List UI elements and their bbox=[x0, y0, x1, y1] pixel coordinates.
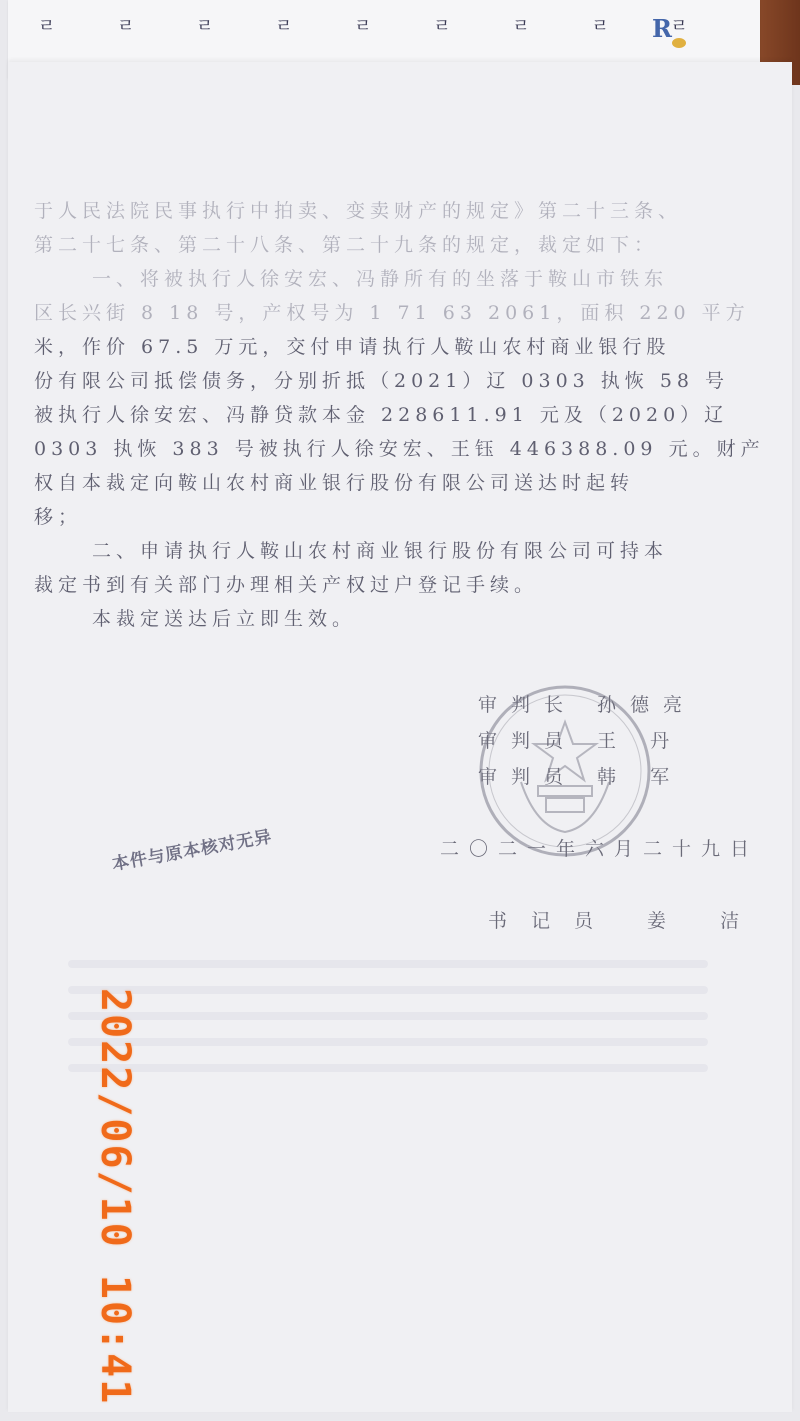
header-glyph: ㄹ bbox=[670, 16, 690, 37]
body-line: 0303 执恢 383 号被执行人徐安宏、王钰 446388.09 元。财产 bbox=[34, 438, 765, 460]
body-line: 第二十七条、第二十八条、第二十九条的规定，裁定如下： bbox=[34, 234, 659, 256]
bleed-through-text bbox=[68, 942, 708, 1122]
body-line: 移； bbox=[34, 506, 83, 528]
clerk-line: 书记员 姜 洁 bbox=[488, 910, 764, 932]
body-line: 份有限公司抵偿债务，分别折抵（2021）辽 0303 执恢 58 号 bbox=[34, 370, 730, 392]
judge-line-2: 审判员 韩 军 bbox=[478, 766, 684, 788]
ruling-text bbox=[34, 194, 765, 636]
header-glyph: ㄹ bbox=[275, 16, 295, 37]
corner-logo: R bbox=[652, 14, 672, 43]
corner-mark-icon bbox=[672, 38, 686, 48]
body-line: 二、申请执行人鞍山农村商业银行股份有限公司可持本 bbox=[92, 540, 669, 562]
header-strip-glyphs bbox=[38, 12, 690, 38]
body-line: 权自本裁定向鞍山农村商业银行股份有限公司送达时起转 bbox=[34, 472, 635, 494]
body-line: 裁定书到有关部门办理相关产权过户登记手续。 bbox=[34, 574, 539, 596]
header-glyph: ㄹ bbox=[117, 16, 137, 37]
body-line: 区长兴街 8 18 号，产权号为 1 71 63 2061，面积 220 平方 bbox=[34, 302, 750, 324]
judge-line-1: 审判员 王 丹 bbox=[478, 730, 684, 752]
body-line: 本裁定送达后立即生效。 bbox=[92, 608, 357, 630]
body-line: 一、将被执行人徐安宏、冯静所有的坐落于鞍山市铁东 bbox=[92, 268, 669, 290]
body-line: 米，作价 67.5 万元，交付申请执行人鞍山农村商业银行股 bbox=[34, 336, 671, 358]
header-glyph: ㄹ bbox=[38, 16, 58, 37]
header-glyph: ㄹ bbox=[512, 16, 532, 37]
chief-judge-line: 审判长 孙德亮 bbox=[478, 694, 697, 716]
header-glyph: ㄹ bbox=[591, 16, 611, 37]
camera-timestamp: 2022/06/10 10:41 bbox=[92, 988, 138, 1406]
ruling-date: 二〇二一年六月二十九日 bbox=[440, 838, 760, 860]
header-glyph: ㄹ bbox=[196, 16, 216, 37]
body-line: 于人民法院民事执行中拍卖、变卖财产的规定》第二十三条、 bbox=[34, 200, 683, 222]
header-glyph: ㄹ bbox=[433, 16, 453, 37]
copy-verification-stamp: 本件与原本核对无异 bbox=[110, 826, 274, 875]
header-glyph: ㄹ bbox=[354, 16, 374, 37]
body-line: 被执行人徐安宏、冯静贷款本金 228611.91 元及（2020）辽 bbox=[34, 404, 729, 426]
